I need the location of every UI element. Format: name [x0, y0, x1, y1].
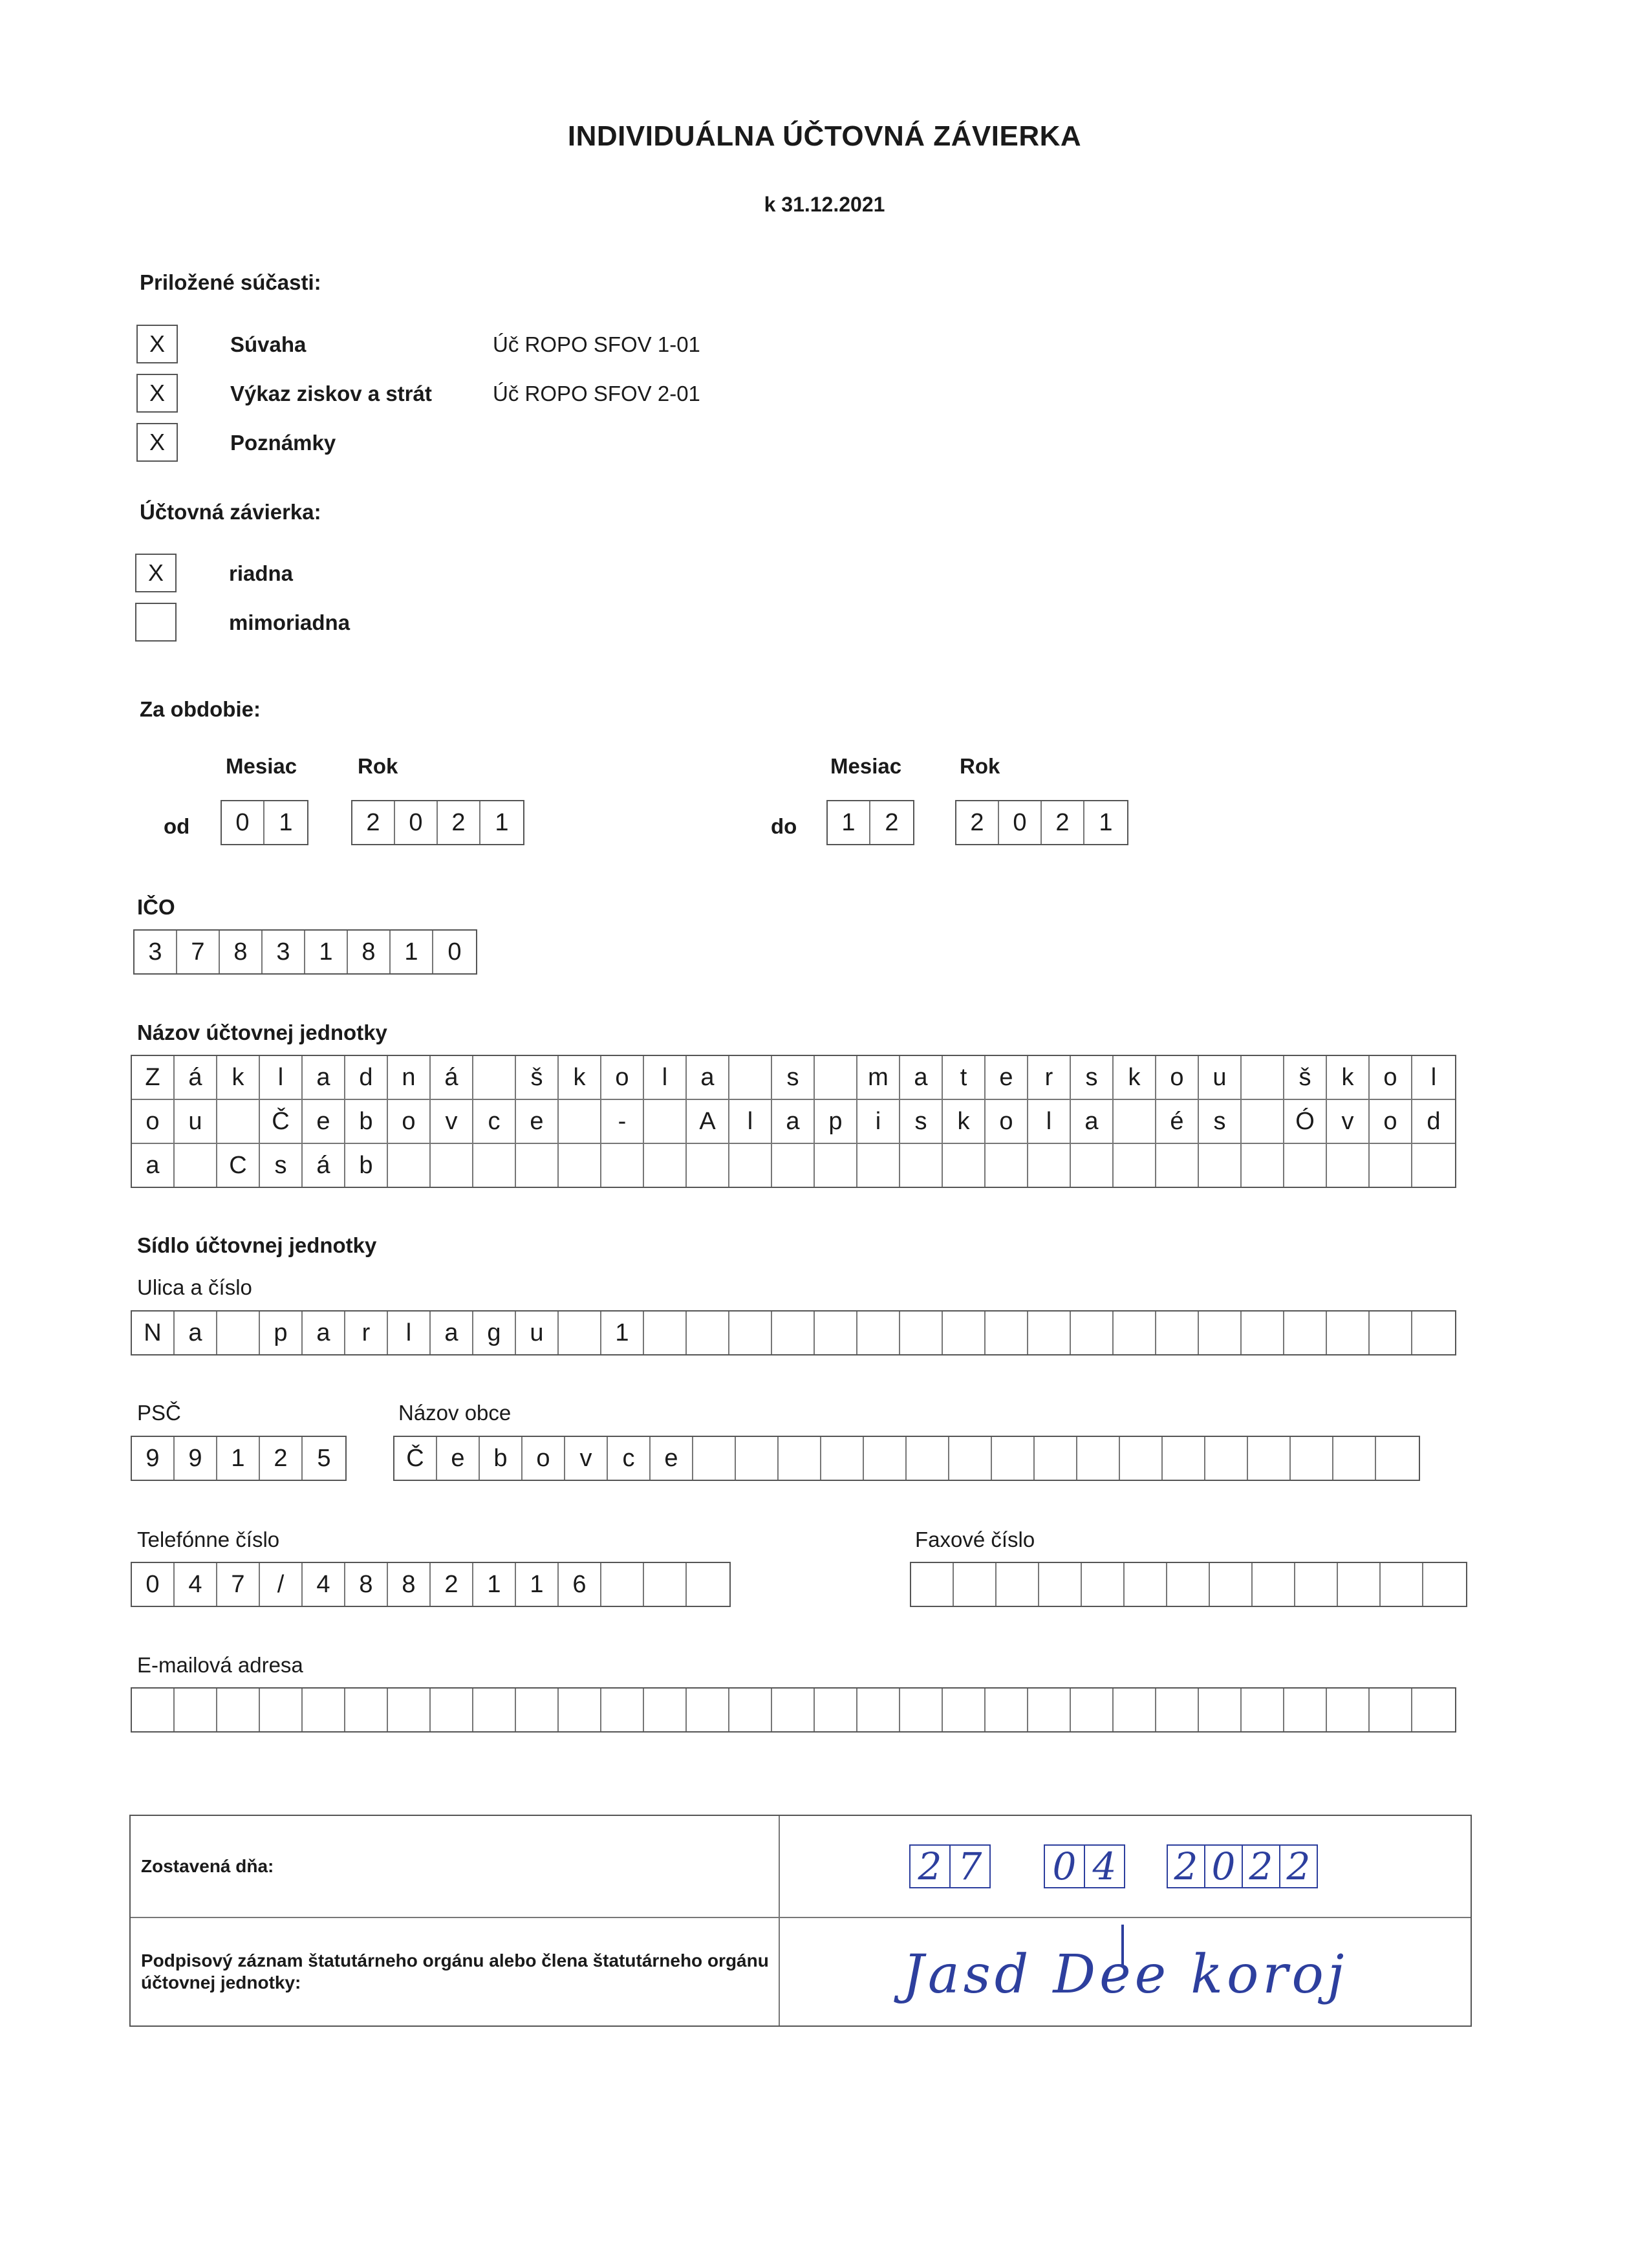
- grid-cell: 0: [132, 1563, 175, 1606]
- grid-cell: [943, 1689, 986, 1731]
- grid-cell: [1114, 1100, 1156, 1143]
- grid-cell: š: [516, 1056, 559, 1099]
- grid-cell: [644, 1312, 687, 1354]
- grid-cell: 0: [999, 801, 1042, 844]
- email-label: E-mailová adresa: [137, 1653, 303, 1677]
- closing-type-label: mimoriadna: [229, 610, 350, 634]
- grid-cell: [1199, 1312, 1242, 1354]
- grid-cell: o: [132, 1100, 175, 1143]
- address-heading: Sídlo účtovnej jednotky: [137, 1233, 377, 1257]
- grid-cell: 2: [352, 801, 395, 844]
- street-grid[interactable]: [131, 1310, 1456, 1355]
- grid-cell: [1376, 1437, 1419, 1480]
- grid-cell: [559, 1100, 601, 1143]
- grid-cell: /: [260, 1563, 303, 1606]
- grid-cell: [601, 1563, 644, 1606]
- handwritten-signature: Jasd Dee koroj: [903, 1944, 1348, 2005]
- grid-cell: [729, 1312, 772, 1354]
- compiled-label: Zostavená dňa:: [131, 1816, 780, 1917]
- grid-cell: [1114, 1689, 1156, 1731]
- grid-cell: p: [260, 1312, 303, 1354]
- grid-cell: [175, 1689, 217, 1731]
- grid-cell: d: [1427, 1107, 1441, 1135]
- attachment-code: Úč ROPO SFOV 2-01: [493, 382, 700, 405]
- grid-cell: [1295, 1563, 1338, 1606]
- grid-cell: n: [388, 1056, 431, 1099]
- grid-cell: [992, 1437, 1035, 1480]
- grid-cell: Č: [394, 1437, 437, 1480]
- grid-cell: k: [217, 1056, 260, 1099]
- attachment-label: Poznámky: [230, 431, 336, 455]
- grid-cell: [1253, 1563, 1295, 1606]
- grid-cell: [1156, 1144, 1199, 1187]
- grid-cell: [1156, 1689, 1199, 1731]
- grid-cell: [516, 1144, 559, 1187]
- grid-cell: [431, 1689, 473, 1731]
- entity-name-grid[interactable]: [131, 1055, 1456, 1188]
- document-date: k 31.12.2021: [764, 193, 885, 216]
- grid-cell: [1071, 1689, 1114, 1731]
- grid-cell: 2: [956, 801, 999, 844]
- grid-cell: 8: [348, 931, 391, 973]
- grid-cell: k: [1114, 1056, 1156, 1099]
- grid-cell: [1120, 1437, 1163, 1480]
- grid-cell: Ó: [1284, 1100, 1327, 1143]
- signature-label: Podpisový záznam štatutárneho orgánu alebo člena štatutárneho orgánu účtovnej jednotky:: [131, 1918, 780, 2025]
- grid-cell: 0: [222, 801, 264, 844]
- grid-cell: e: [303, 1100, 345, 1143]
- grid-cell: o: [601, 1056, 644, 1099]
- grid-cell: [1412, 1689, 1455, 1731]
- grid-cell: [559, 1144, 601, 1187]
- grid-cell: 4: [175, 1563, 217, 1606]
- grid-cell: [772, 1312, 815, 1354]
- grid-cell: s: [1199, 1100, 1242, 1143]
- signature-stroke-icon: [1116, 1922, 1129, 1974]
- from-month-grid[interactable]: [221, 800, 308, 845]
- grid-cell: [1125, 1563, 1167, 1606]
- grid-cell: [217, 1312, 260, 1354]
- grid-cell: s: [772, 1056, 815, 1099]
- grid-cell: o: [1156, 1056, 1199, 1099]
- grid-cell: Č: [260, 1100, 303, 1143]
- grid-cell: [473, 1144, 516, 1187]
- grid-cell: [1412, 1312, 1455, 1354]
- grid-cell: s: [1071, 1056, 1114, 1099]
- document-title: INDIVIDUÁLNA ÚČTOVNÁ ZÁVIERKA: [567, 120, 1082, 152]
- grid-cell: 7: [177, 931, 220, 973]
- grid-cell: [1156, 1312, 1199, 1354]
- signature-table: [129, 1815, 1472, 2027]
- grid-cell: [1327, 1144, 1370, 1187]
- grid-cell: 2: [885, 808, 899, 836]
- grid-cell: e: [986, 1056, 1028, 1099]
- grid-cell: [1370, 1144, 1412, 1187]
- grid-cell: á: [303, 1144, 345, 1187]
- grid-cell: l: [729, 1100, 772, 1143]
- fax-grid[interactable]: [910, 1562, 1467, 1607]
- grid-cell: [943, 1312, 986, 1354]
- grid-cell: a: [900, 1056, 943, 1099]
- grid-cell: [1242, 1056, 1284, 1099]
- grid-cell: l: [1430, 1063, 1437, 1091]
- city-label: Názov obce: [398, 1401, 512, 1425]
- grid-cell: [729, 1689, 772, 1731]
- grid-cell: m: [857, 1056, 900, 1099]
- grid-cell: k: [1327, 1056, 1370, 1099]
- grid-cell: [516, 1689, 559, 1731]
- grid-cell: [687, 1689, 729, 1731]
- grid-cell: [1242, 1100, 1284, 1143]
- grid-cell: [345, 1689, 388, 1731]
- signature-field[interactable]: [780, 1918, 1471, 2025]
- grid-cell: a: [303, 1056, 345, 1099]
- grid-cell: [1114, 1144, 1156, 1187]
- grid-cell: [815, 1144, 857, 1187]
- grid-cell: 1: [473, 1563, 516, 1606]
- grid-cell: [954, 1563, 997, 1606]
- grid-cell: [729, 1056, 772, 1099]
- grid-cell: b: [345, 1144, 388, 1187]
- to-month-grid[interactable]: [826, 800, 914, 845]
- grid-cell: [693, 1437, 736, 1480]
- grid-cell: 0: [395, 801, 438, 844]
- closing-type-label: riadna: [229, 561, 294, 585]
- grid-cell: [1082, 1563, 1125, 1606]
- grid-cell: 1: [1099, 808, 1113, 836]
- grid-cell: a: [303, 1312, 345, 1354]
- grid-cell: [217, 1689, 260, 1731]
- grid-cell: [1114, 1312, 1156, 1354]
- grid-cell: [736, 1437, 779, 1480]
- grid-cell: e: [516, 1100, 559, 1143]
- grid-cell: p: [815, 1100, 857, 1143]
- grid-cell: [1327, 1689, 1370, 1731]
- grid-cell: k: [943, 1100, 986, 1143]
- grid-cell: u: [516, 1312, 559, 1354]
- to-label: do: [771, 814, 797, 838]
- grid-cell: [1199, 1689, 1242, 1731]
- grid-cell: [900, 1144, 943, 1187]
- phone-label: Telefónne číslo: [137, 1528, 280, 1551]
- entity-name-row: [132, 1100, 1455, 1144]
- compiled-row: [131, 1816, 1471, 1918]
- grid-cell: [1291, 1437, 1333, 1480]
- period-heading: Za obdobie:: [140, 697, 261, 721]
- grid-cell: 7: [217, 1563, 260, 1606]
- grid-cell: [217, 1100, 260, 1143]
- to-month-label: Mesiac: [830, 754, 902, 778]
- closing-type-heading: Účtovná závierka:: [140, 500, 321, 524]
- grid-cell: s: [900, 1100, 943, 1143]
- grid-cell: [644, 1689, 687, 1731]
- grid-cell: a: [132, 1144, 175, 1187]
- grid-cell: c: [608, 1437, 651, 1480]
- grid-cell: [1333, 1437, 1376, 1480]
- grid-cell: o: [523, 1437, 565, 1480]
- grid-cell: [1338, 1563, 1381, 1606]
- compiled-month: 0 4: [1044, 1844, 1125, 1888]
- grid-cell: o: [986, 1100, 1028, 1143]
- grid-cell: [907, 1437, 949, 1480]
- grid-cell: é: [1156, 1100, 1199, 1143]
- entity-name-row: [132, 1144, 1455, 1187]
- grid-cell: 8: [220, 931, 263, 973]
- grid-cell: [857, 1144, 900, 1187]
- grid-cell: v: [565, 1437, 608, 1480]
- grid-cell: [864, 1437, 907, 1480]
- to-year-label: Rok: [960, 754, 1000, 778]
- psc-grid[interactable]: [131, 1436, 347, 1481]
- grid-cell: [986, 1144, 1028, 1187]
- grid-cell: [1284, 1144, 1327, 1187]
- grid-cell: [1039, 1563, 1082, 1606]
- grid-cell: [815, 1689, 857, 1731]
- closing-type-checkbox[interactable]: X: [135, 554, 177, 592]
- attachment-code: Úč ROPO SFOV 1-01: [493, 332, 700, 356]
- grid-cell: [687, 1563, 729, 1606]
- city-grid[interactable]: [393, 1436, 1420, 1481]
- grid-cell: 1: [305, 931, 348, 973]
- from-month-label: Mesiac: [226, 754, 297, 778]
- grid-cell: [1028, 1689, 1071, 1731]
- grid-cell: [857, 1312, 900, 1354]
- grid-cell: [1242, 1144, 1284, 1187]
- grid-cell: 1: [217, 1437, 260, 1480]
- grid-cell: [687, 1312, 729, 1354]
- grid-cell: o: [1370, 1056, 1412, 1099]
- grid-cell: [1327, 1312, 1370, 1354]
- grid-cell: [986, 1689, 1028, 1731]
- ico-label: IČO: [137, 895, 175, 919]
- grid-cell: e: [437, 1437, 480, 1480]
- attachment-checkbox[interactable]: X: [136, 325, 178, 363]
- grid-cell: [949, 1437, 992, 1480]
- grid-cell: [1035, 1437, 1077, 1480]
- grid-cell: [388, 1144, 431, 1187]
- grid-cell: [388, 1689, 431, 1731]
- signature-row: [131, 1918, 1471, 2025]
- grid-cell: 3: [263, 931, 305, 973]
- grid-cell: [1071, 1144, 1114, 1187]
- grid-cell: i: [857, 1100, 900, 1143]
- grid-cell: [132, 1689, 175, 1731]
- from-year-grid[interactable]: [351, 800, 524, 845]
- compiled-year: 2 0 2 2: [1167, 1844, 1318, 1888]
- grid-cell: r: [1028, 1056, 1071, 1099]
- attachment-checkbox[interactable]: X: [136, 374, 178, 413]
- grid-cell: [1077, 1437, 1120, 1480]
- grid-cell: [1248, 1437, 1291, 1480]
- grid-cell: [779, 1437, 821, 1480]
- grid-cell: 2: [438, 801, 480, 844]
- grid-cell: t: [943, 1056, 986, 1099]
- grid-cell: [473, 1056, 516, 1099]
- grid-cell: [900, 1689, 943, 1731]
- grid-cell: 2: [431, 1563, 473, 1606]
- attachment-label: Súvaha: [230, 332, 307, 356]
- entity-name-row: [132, 1056, 1455, 1100]
- grid-cell: 2: [260, 1437, 303, 1480]
- grid-cell: 5: [317, 1444, 331, 1472]
- attachment-label: Výkaz ziskov a strát: [230, 382, 432, 405]
- street-label: Ulica a číslo: [137, 1275, 252, 1299]
- grid-cell: [1028, 1144, 1071, 1187]
- psc-label: PSČ: [137, 1401, 181, 1425]
- grid-cell: [943, 1144, 986, 1187]
- grid-cell: [1210, 1563, 1253, 1606]
- grid-cell: N: [132, 1312, 175, 1354]
- grid-cell: l: [644, 1056, 687, 1099]
- grid-cell: 1: [279, 808, 293, 836]
- grid-cell: [1242, 1312, 1284, 1354]
- grid-cell: 1: [601, 1312, 644, 1354]
- grid-cell: [1284, 1689, 1327, 1731]
- grid-cell: [1167, 1563, 1210, 1606]
- attachments-heading: Priložené súčasti:: [140, 270, 321, 294]
- grid-cell: [772, 1689, 815, 1731]
- grid-cell: v: [431, 1100, 473, 1143]
- entity-name-label: Názov účtovnej jednotky: [137, 1021, 387, 1044]
- grid-cell: [644, 1563, 687, 1606]
- grid-cell: u: [175, 1100, 217, 1143]
- grid-cell: a: [1071, 1100, 1114, 1143]
- grid-cell: d: [345, 1056, 388, 1099]
- grid-cell: [900, 1312, 943, 1354]
- grid-cell: [687, 1144, 729, 1187]
- grid-cell: [1284, 1312, 1327, 1354]
- grid-cell: a: [431, 1312, 473, 1354]
- phone-grid[interactable]: [131, 1562, 731, 1607]
- grid-cell: [997, 1563, 1039, 1606]
- grid-cell: [1205, 1437, 1248, 1480]
- grid-cell: [473, 1689, 516, 1731]
- grid-cell: 6: [559, 1563, 601, 1606]
- grid-cell: 1: [495, 808, 509, 836]
- grid-cell: 1: [828, 801, 870, 844]
- grid-cell: k: [559, 1056, 601, 1099]
- grid-cell: l: [1028, 1100, 1071, 1143]
- grid-cell: o: [388, 1100, 431, 1143]
- grid-cell: l: [260, 1056, 303, 1099]
- grid-cell: [175, 1144, 217, 1187]
- grid-cell: C: [217, 1144, 260, 1187]
- grid-cell: u: [1199, 1056, 1242, 1099]
- grid-cell: [431, 1144, 473, 1187]
- grid-cell: š: [1284, 1056, 1327, 1099]
- grid-cell: c: [473, 1100, 516, 1143]
- grid-cell: [1370, 1689, 1412, 1731]
- grid-cell: [857, 1689, 900, 1731]
- grid-cell: e: [651, 1437, 693, 1480]
- grid-cell: [815, 1312, 857, 1354]
- grid-cell: 8: [345, 1563, 388, 1606]
- grid-cell: [1199, 1144, 1242, 1187]
- from-year-label: Rok: [358, 754, 398, 778]
- grid-cell: [601, 1689, 644, 1731]
- grid-cell: [644, 1100, 687, 1143]
- grid-cell: [1071, 1312, 1114, 1354]
- compiled-day: 2 7: [909, 1844, 991, 1888]
- grid-cell: 1: [516, 1563, 559, 1606]
- grid-cell: [559, 1312, 601, 1354]
- grid-cell: 9: [175, 1437, 217, 1480]
- from-label: od: [164, 814, 190, 838]
- grid-cell: [1423, 1563, 1466, 1606]
- grid-cell: [729, 1144, 772, 1187]
- grid-cell: o: [1370, 1100, 1412, 1143]
- attachment-checkbox[interactable]: X: [136, 423, 178, 462]
- grid-cell: g: [473, 1312, 516, 1354]
- grid-cell: b: [345, 1100, 388, 1143]
- grid-cell: 9: [132, 1437, 175, 1480]
- grid-cell: v: [1327, 1100, 1370, 1143]
- grid-cell: A: [687, 1100, 729, 1143]
- grid-cell: [1242, 1689, 1284, 1731]
- grid-cell: 8: [388, 1563, 431, 1606]
- grid-cell: 4: [303, 1563, 345, 1606]
- grid-cell: 2: [1042, 801, 1084, 844]
- grid-cell: [911, 1563, 954, 1606]
- grid-cell: [1381, 1563, 1423, 1606]
- grid-cell: [821, 1437, 864, 1480]
- grid-cell: á: [175, 1056, 217, 1099]
- grid-cell: -: [601, 1100, 644, 1143]
- fax-label: Faxové číslo: [915, 1528, 1035, 1551]
- ico-grid[interactable]: [133, 929, 477, 975]
- grid-cell: a: [772, 1100, 815, 1143]
- grid-cell: [303, 1689, 345, 1731]
- grid-cell: [1412, 1144, 1455, 1187]
- grid-cell: b: [480, 1437, 523, 1480]
- grid-cell: á: [431, 1056, 473, 1099]
- grid-cell: [601, 1144, 644, 1187]
- email-grid[interactable]: [131, 1687, 1456, 1733]
- grid-cell: s: [260, 1144, 303, 1187]
- grid-cell: 0: [447, 938, 462, 966]
- grid-cell: [986, 1312, 1028, 1354]
- grid-cell: a: [175, 1312, 217, 1354]
- to-year-grid[interactable]: [955, 800, 1128, 845]
- grid-cell: [260, 1689, 303, 1731]
- grid-cell: [772, 1144, 815, 1187]
- grid-cell: l: [388, 1312, 431, 1354]
- grid-cell: [644, 1144, 687, 1187]
- grid-cell: [1163, 1437, 1205, 1480]
- compiled-date[interactable]: [780, 1816, 1471, 1917]
- grid-cell: r: [345, 1312, 388, 1354]
- closing-type-checkbox[interactable]: [135, 603, 177, 642]
- grid-cell: [815, 1056, 857, 1099]
- grid-cell: 1: [391, 931, 433, 973]
- grid-cell: [559, 1689, 601, 1731]
- grid-cell: a: [687, 1056, 729, 1099]
- grid-cell: [1370, 1312, 1412, 1354]
- grid-cell: 3: [135, 931, 177, 973]
- grid-cell: [1028, 1312, 1071, 1354]
- grid-cell: Z: [132, 1056, 175, 1099]
